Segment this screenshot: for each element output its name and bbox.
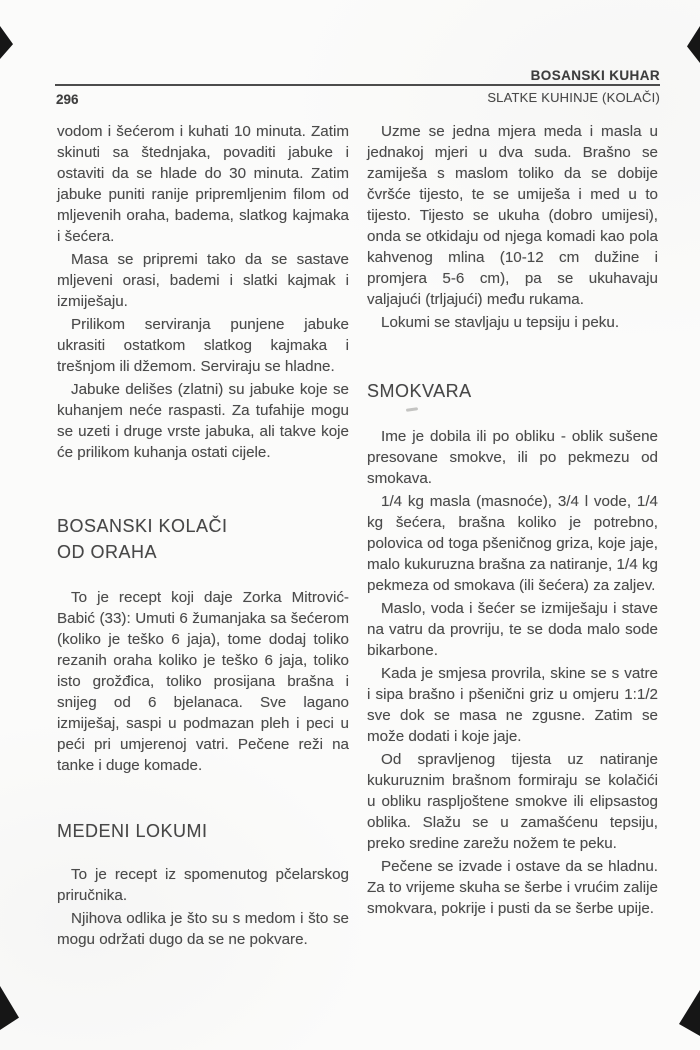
- chapter-title: SLATKE KUHINJE (KOLAČI): [487, 90, 660, 105]
- paragraph: Lokumi se stavljaju u tepsiju i peku.: [381, 314, 620, 331]
- section-heading-line1: BOSANSKI KOLAČI: [57, 516, 228, 536]
- right-column-intro: [367, 121, 658, 335]
- paragraph: To je recept iz spomenutog pčelarskog priručnika.: [57, 866, 349, 904]
- paragraph: vodom i šećerom i kuhati 10 minuta. Zatim skinuti sa štednjaka, povaditi jabuke i ostaviti da se hlade do 30 minuta. Zatim jabuke puniti ranije pripremljenim filom od mljevenih oraha, badema, slatkog kajmaka i šećera.: [57, 123, 349, 245]
- paragraph: Pečene se izvade i ostave da se hladnu. Za to vrijeme skuha se šerbe i vrućim zalije smokvara, pokrije i pusti da se šerbe upije.: [367, 858, 658, 917]
- paragraph: Uzme se jedna mjera meda i masla u jednakoj mjeri u dva suda. Brašno se zamiješa s maslom toliko da se dobije čvršće tijesto, te se umiješa i med u to tijesto. Tijesto se ukuha (dobro umijesi), onda se otkidaju od njega komadi kao pola kahvenog mlina (10-12 cm dužine i promjera 5-6 cm), pa se ukuhavaju valjajući (trljajući) među rukama.: [367, 123, 658, 308]
- paragraph: Prilikom serviranja punjene jabuke ukrasiti ostatkom slatkog kajmaka i trešnjom ili džemom. Serviraju se hladne.: [57, 316, 349, 375]
- paragraph: Ime je dobila ili po obliku - oblik sušene presovane smokve, ili po pekmezu od smokava.: [367, 428, 658, 487]
- scan-corner-mark-bottom-right: [679, 990, 700, 1036]
- page-number: 296: [56, 92, 79, 107]
- section-smokvara: [367, 378, 658, 921]
- scan-corner-mark-top-right: [687, 26, 700, 63]
- book-title: BOSANSKI KUHAR: [530, 68, 660, 83]
- scan-corner-mark-top-left: [0, 26, 13, 59]
- paragraph: 1/4 kg masla (masnoće), 3/4 l vode, 1/4 kg šećera, brašna koliko je potrebno, polovica od toga pšeničnog griza, koje jaje, malo kukuruzna brašna za natiranje, 1/4 kg pekmeza od smokava (ili šećera) za zaljev.: [367, 493, 658, 594]
- header-rule: [55, 84, 660, 86]
- section-heading: MEDENI LOKUMI: [57, 821, 208, 841]
- left-column-intro: [57, 121, 349, 465]
- paragraph: Jabuke delišes (zlatni) su jabuke koje se kuhanjem neće raspasti. Za tufahije mogu se uzeti i druge vrste jabuka, ali takve koje će prilikom kuhanja ostati cijele.: [57, 381, 349, 461]
- paragraph: Kada je smjesa provrila, skine se s vatre i sipa brašno i pšenični griz u omjeru 1:1/2 sve dok se masa ne zgusne. Zatim se može dodati i koje jaje.: [367, 665, 658, 745]
- section-heading-line2: OD ORAHA: [57, 542, 158, 562]
- section-medeni-lokumi: [57, 818, 349, 952]
- paragraph: Masa se pripremi tako da se sastave mljeveni orasi, bademi i slatki kajmak i izmiješaju.: [57, 251, 349, 310]
- paragraph: To je recept koji daje Zorka Mitrović-Babić (33): Umuti 6 žumanjaka sa šećerom (koliko je teško 6 jaja), tome dodaj toliko rezanih oraha koliko je teško 6 jaja, toliko isto grožđica, toliko prosijana brašna i snijeg od 6 bjelanaca. Sve lagano izmiješaj, saspi u podmazan pleh i peci u peći pri umjerenoj vatri. Pečene reži na tanke i duge komade.: [57, 589, 349, 774]
- paragraph: Maslo, voda i šećer se izmiješaju i stave na vatru da provriju, te se doda malo sode bikarbone.: [367, 600, 658, 659]
- scan-corner-mark-bottom-left: [0, 986, 19, 1030]
- paragraph: Od spravljenog tijesta uz natiranje kukuruznim brašnom formiraju se kolačići u obliku raspljoštene smokve ili elipsastog oblika. Slažu se u zamašćenu tepsiju, preko sredine zarežu nožem te peku.: [367, 751, 658, 852]
- paragraph: Njihova odlika je što su s medom i što se mogu održati dugo da se ne pokvare.: [57, 910, 349, 948]
- section-heading: SMOKVARA: [367, 381, 472, 401]
- section-bosanski-kolaci: [57, 513, 349, 778]
